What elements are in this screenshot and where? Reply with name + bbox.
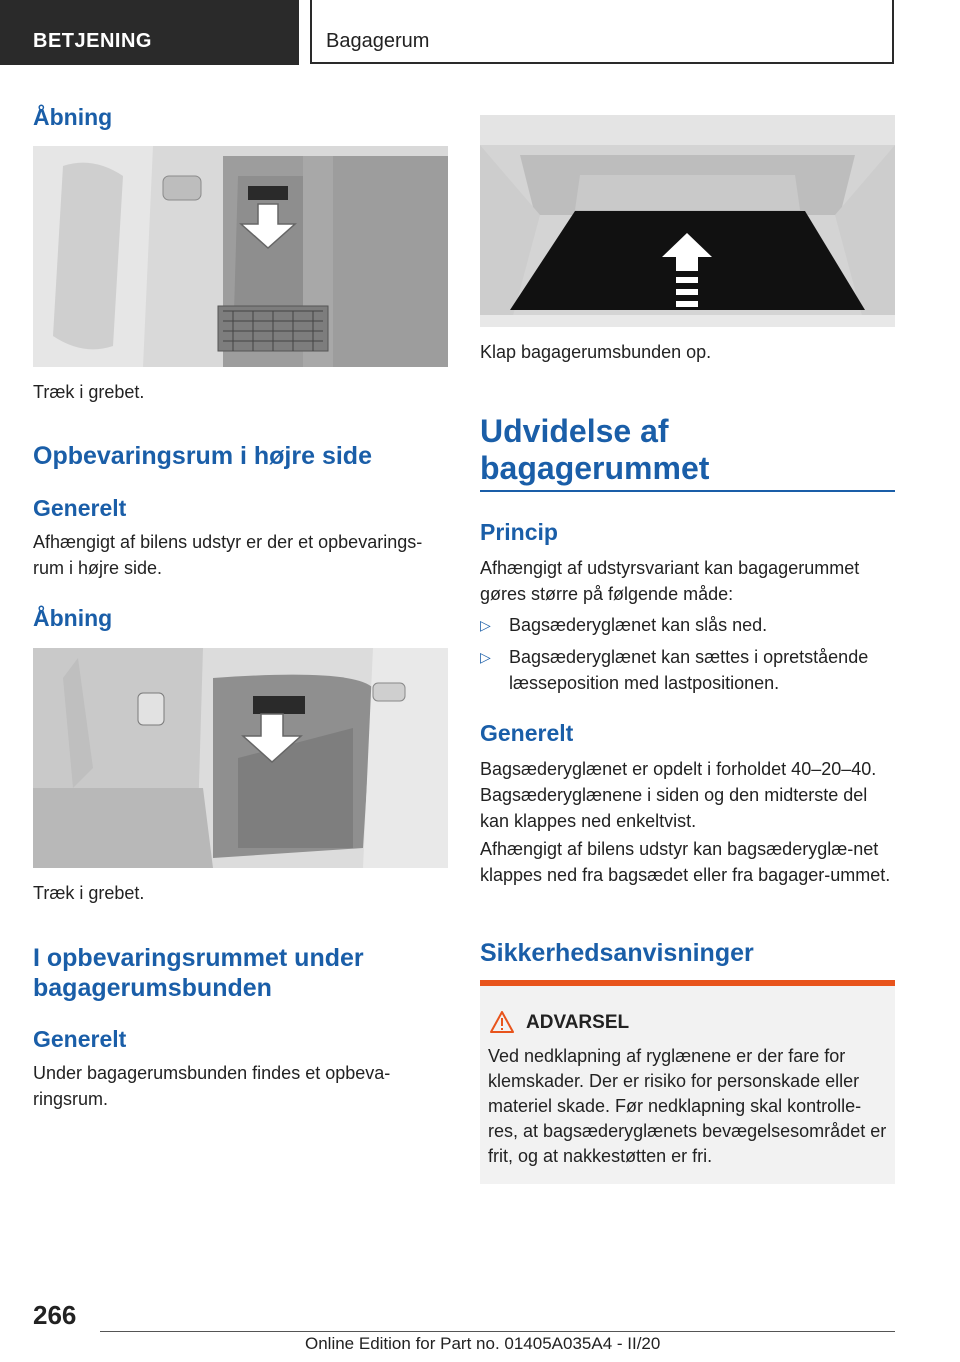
header-chapter-label: Bagagerum (326, 30, 430, 52)
triangle-right-icon: ▷ (480, 649, 491, 665)
header-section-label: BETJENING (33, 30, 152, 52)
paragraph-principle: Afhængigt af udstyrsvariant kan bagagerummet gøres større på følgende måde: (480, 558, 860, 604)
paragraph-general-right-1: Bagsæderyglænet er opdelt i forholdet 40–20–40. Bagsæderyglænene i siden og den midterste del kan klappes ned enkeltvist. (480, 759, 877, 831)
triangle-right-icon: ▷ (480, 617, 491, 633)
warning-box (480, 980, 895, 1184)
warning-triangle-icon (490, 1011, 514, 1033)
heading-principle: Princip (480, 519, 558, 545)
heading-general-right: Generelt (480, 720, 574, 746)
paragraph-general-right-2: Afhængigt af bilens udstyr kan bagsæderyglæ-net klappes ned fra bagsædet eller fra bagager-ummet. (480, 839, 891, 885)
heading-rule (480, 490, 895, 492)
heading-expand-line-1: Udvidelse af (480, 413, 669, 449)
caption-pull-handle-1: Træk i grebet. (33, 382, 145, 402)
heading-storage-right-side: Opbevaringsrum i højre side (33, 442, 372, 470)
heading-general-1: Generelt (33, 495, 127, 521)
illustration-side-compartment-2 (33, 648, 448, 868)
header-chapter-tab (310, 0, 894, 64)
heading-expand-line-2: bagagerummet (480, 450, 710, 486)
page-number: 266 (33, 1300, 77, 1330)
heading-opening-1: Åbning (33, 104, 113, 130)
warning-title: ADVARSEL (526, 1012, 630, 1033)
footer-rule (100, 1331, 895, 1332)
list-item: ▷ Bagsæderyglænet kan slås ned. (480, 612, 895, 638)
heading-opening-2: Åbning (33, 605, 113, 631)
heading-general-2: Generelt (33, 1026, 127, 1052)
illustration-side-compartment-1 (33, 146, 448, 367)
illustration-cargo-floor (480, 115, 895, 327)
header-section-tab (0, 0, 299, 65)
warning-body: Ved nedklapning af ryglænene er der fare for klemskader. Der er risiko for personskade eller materiel skade. Før nedklapning skal kontrolle-res, at bagsæderyglænets bevægelsesområdet er frit, og at nakkestøtten er fri. (488, 1046, 887, 1166)
caption-pull-handle-2: Træk i grebet. (33, 883, 145, 903)
heading-storage-under-line-2: bagagerumsbunden (33, 974, 272, 1002)
caption-fold-floor: Klap bagagerumsbunden op. (480, 342, 712, 362)
heading-storage-under-line-1: I opbevaringsrummet under (33, 944, 364, 972)
footer-edition: Online Edition for Part no. 01405A035A4 - II/20 (305, 1334, 661, 1353)
paragraph-general-2: Under bagagerumsbunden findes et opbeva-ringsrum. (33, 1063, 391, 1109)
list-item: ▷ Bagsæderyglænet kan sættes i opretstående læsseposition med lastpositionen. (480, 644, 895, 696)
heading-safety: Sikkerhedsanvisninger (480, 939, 754, 967)
paragraph-general-1: Afhængigt af bilens udstyr er der et opbevarings-rum i højre side. (33, 532, 423, 578)
